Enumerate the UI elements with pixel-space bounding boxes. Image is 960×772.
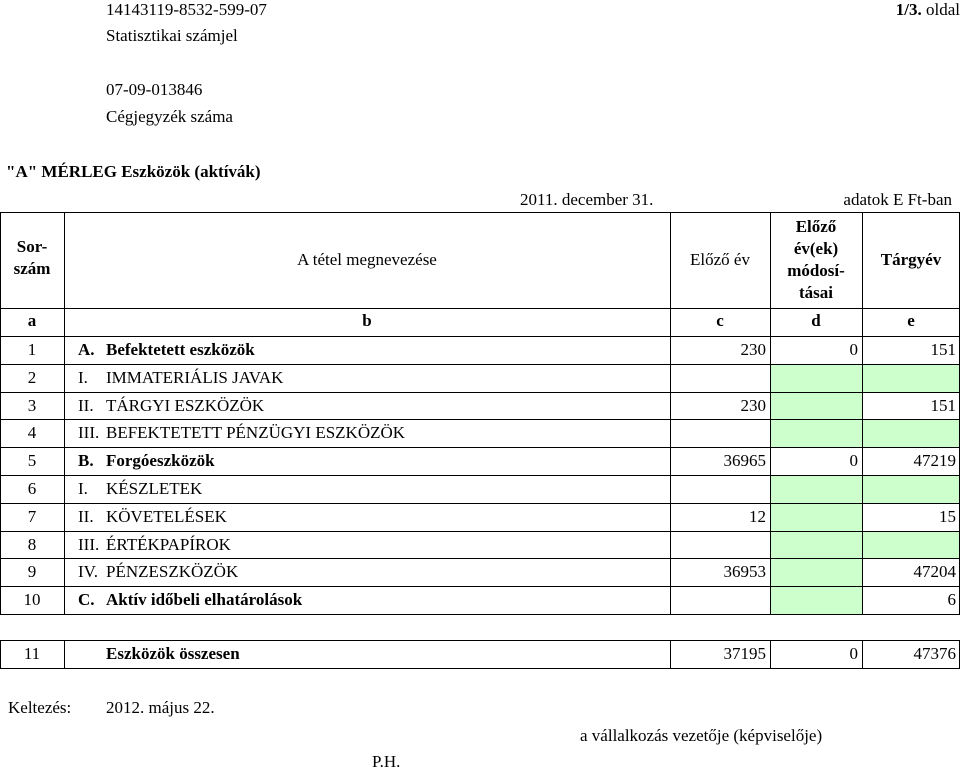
header-prev: Előző év [690,250,750,269]
row-name: Befektetett eszközök [106,340,255,359]
grid-line [862,640,863,668]
row-name: IMMATERIÁLIS JAVAK [106,367,284,387]
page-indicator [896,0,960,20]
row-number: 3 [27,395,37,415]
row-prev: 36953 [723,562,766,582]
row-cur: 151 [930,395,956,415]
row-number: 8 [27,534,37,554]
row-code: III. [78,423,100,443]
page-number: 1/3. [895,0,922,19]
row-mod: 0 [849,451,858,471]
input-cell-cur [863,365,960,392]
ph-label: P.H. [372,752,401,771]
header-mod [770,216,862,304]
grid-line [0,503,960,504]
header-mod-line4: tásai [799,283,833,302]
row-name: Forgóeszközök [106,451,215,471]
row-number: 5 [27,451,37,471]
row-code: II. [78,395,94,415]
row-number: 6 [27,479,37,498]
row-code: A. [78,340,95,359]
row-prev: 36965 [723,451,766,471]
row-number: 1 [27,340,37,359]
grid-line [770,212,771,614]
grid-line [0,212,1,614]
header-mod-line2: év(ek) [793,239,839,258]
input-cell-mod [771,504,862,531]
row-number: 4 [27,423,37,443]
grid-line [0,475,960,476]
row-code: III. [78,534,100,554]
row-code: B. [78,451,94,471]
grid-line [0,212,960,213]
row-name: Aktív időbeli elhatárolások [106,590,303,610]
header-sorszam [0,236,64,280]
row-prev: 230 [740,395,766,415]
units-note: adatok E Ft-ban [843,190,952,209]
input-cell-mod [771,476,862,503]
row-code: II. [78,506,94,526]
grid-line [0,336,960,337]
balance-date: 2011. december 31. [520,190,654,209]
grid-line [64,212,65,614]
grid-line [0,308,960,309]
grid-line [64,640,65,668]
total-name: Eszközök összesen [106,644,240,663]
grid-line [0,640,960,641]
grid-line [670,212,671,614]
row-prev: 230 [740,340,766,359]
total-cur: 47376 [913,644,956,663]
input-cell-mod [771,559,862,586]
grid-line [0,586,960,587]
grid-line [0,364,960,365]
grid-line [0,640,1,668]
header-name: A tétel megnevezése [297,250,437,269]
grid-line [0,558,960,559]
grid-line [0,419,960,420]
input-cell-cur [863,420,960,447]
header-mod-line1: Előző [795,217,837,236]
row-cur: 47204 [913,562,956,582]
grid-line [770,640,771,668]
header-sorszam-line1: Sor- [16,237,48,256]
stat-number: 14143119-8532-599-07 [106,0,267,19]
total-mod: 0 [849,644,858,663]
row-cur: 6 [947,590,956,610]
total-number: 11 [23,644,41,663]
grid-line [0,668,960,669]
input-cell-cur [863,476,960,503]
stat-label: Statisztikai számjel [106,26,238,45]
row-prev: 12 [749,506,766,526]
row-code: C. [78,590,95,610]
row-name: ÉRTÉKPAPÍROK [106,534,231,554]
reg-label: Cégjegyzék száma [106,107,233,126]
grid-line [0,531,960,532]
row-name: KÖVETELÉSEK [106,506,227,526]
row-number: 2 [27,367,37,387]
row-number: 10 [23,590,41,610]
row-name: BEFEKTETETT PÉNZÜGYI ESZKÖZÖK [106,423,406,443]
signature-label: a vállalkozás vezetője (képviselője) [580,726,823,745]
letter-b: b [362,311,372,330]
total-prev: 37195 [723,644,766,663]
grid-line [0,447,960,448]
row-cur: 15 [939,506,956,526]
letter-e: e [907,311,915,330]
row-code: IV. [78,562,98,582]
page-label: oldal [926,0,960,19]
input-cell-cur [863,532,960,559]
row-number: 7 [27,506,37,526]
letter-c: c [716,311,724,330]
row-name: KÉSZLETEK [106,479,203,498]
page-title: "A" MÉRLEG Eszközök (aktívák) [6,162,261,181]
date-value: 2012. május 22. [106,698,215,717]
row-cur: 151 [930,340,956,359]
row-number: 9 [27,562,37,582]
header-cur: Tárgyév [880,250,942,269]
row-code: I. [78,479,88,498]
row-code: I. [78,367,88,387]
input-cell-mod [771,587,862,614]
header-mod-line3: módosí- [787,261,845,280]
letter-a: a [27,311,37,330]
row-name: PÉNZESZKÖZÖK [106,562,239,582]
reg-number: 07-09-013846 [106,80,203,99]
input-cell-mod [771,365,862,392]
input-cell-mod [771,420,862,447]
input-cell-mod [771,393,862,420]
grid-line [670,640,671,668]
letter-d: d [811,311,821,330]
header-sorszam-line2: szám [13,259,51,278]
date-label: Keltezés: [8,698,72,717]
row-cur: 47219 [913,451,956,471]
grid-line [0,392,960,393]
grid-line [862,212,863,614]
input-cell-mod [771,532,862,559]
grid-line [0,614,960,615]
row-mod: 0 [849,340,858,359]
row-name: TÁRGYI ESZKÖZÖK [106,395,265,415]
